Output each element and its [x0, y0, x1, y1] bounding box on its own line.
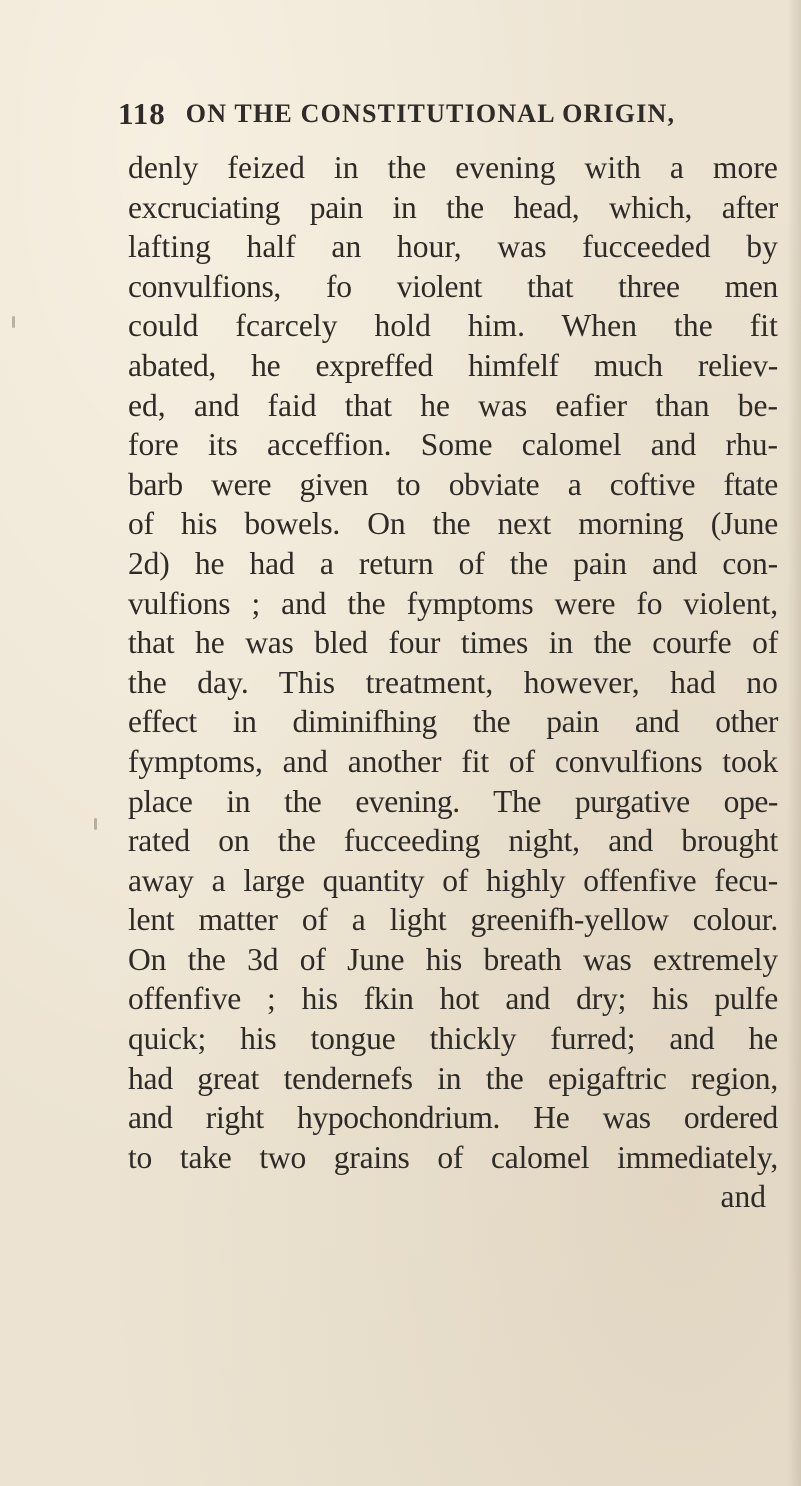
text-line: fore its acceffion. Some calomel and rhu-	[128, 427, 778, 463]
text-line: offenfive ; his fkin hot and dry; his pulfe	[128, 981, 778, 1017]
text-line: convulfions, fo violent that three men	[128, 268, 778, 304]
text-line: rated on the fucceeding night, and brought	[128, 823, 778, 859]
text-line: that he was bled four times in the courfe of	[128, 625, 778, 661]
text-line: could fcarcely hold him. When the fit	[128, 308, 778, 344]
text-line: ed, and faid that he was eafier than be-	[128, 387, 778, 423]
text-line: of his bowels. On the next morning (June	[128, 506, 778, 542]
text-line: fymptoms, and another fit of convulfions took	[128, 743, 778, 779]
catchword: and	[720, 1179, 766, 1215]
text-line: place in the evening. The purgative ope-	[128, 783, 778, 819]
text-line: vulfions ; and the fymptoms were fo violent,	[128, 585, 778, 621]
text-line: the day. This treatment, however, had no	[128, 664, 778, 700]
running-title: ON THE CONSTITUTIONAL ORIGIN,	[185, 99, 676, 128]
text-line: 2d) he had a return of the pain and con-	[128, 545, 778, 581]
text-line: On the 3d of June his breath was extremely	[128, 941, 778, 977]
text-line: barb were given to obviate a coftive ftate	[128, 466, 778, 502]
text-line: had great tendernefs in the epigaftric region,	[128, 1060, 778, 1096]
text-line: to take two grains of calomel immediately,	[128, 1139, 778, 1175]
text-line: lafting half an hour, was fucceeded by	[128, 229, 778, 265]
text-line: and right hypochondrium. He was ordered	[128, 1100, 778, 1136]
text-line: away a large quantity of highly offenfive fecu-	[128, 862, 778, 898]
text-line: excruciating pain in the head, which, after	[128, 189, 778, 225]
page-edge-shadow	[787, 0, 801, 1486]
margin-blemish	[94, 818, 97, 830]
text-line: lent matter of a light greenifh-yellow colour.	[128, 902, 778, 938]
text-line: effect in diminifhing the pain and other	[128, 704, 778, 740]
running-head	[118, 94, 718, 134]
text-line: quick; his tongue thickly furred; and he	[128, 1021, 778, 1057]
margin-blemish	[12, 316, 15, 328]
body-text	[128, 148, 778, 1217]
page-number: 118	[118, 96, 166, 131]
text-line: denly feized in the evening with a more	[128, 150, 778, 185]
text-line: abated, he expreffed himfelf much reliev-	[128, 347, 778, 383]
